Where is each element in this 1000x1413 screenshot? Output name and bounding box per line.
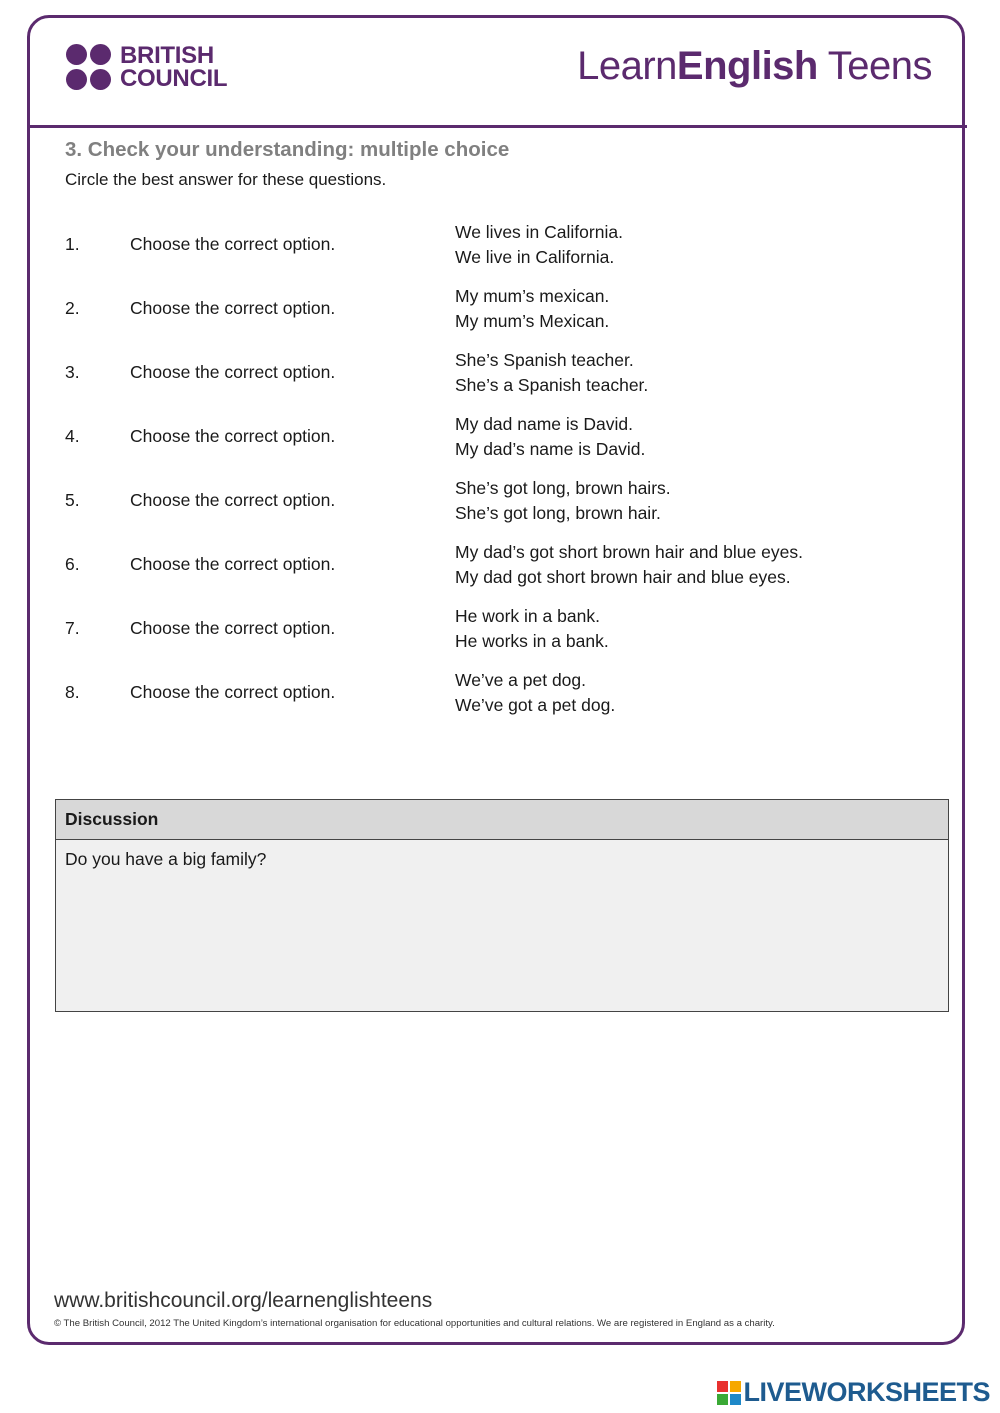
question-number: 6.	[65, 554, 80, 574]
question-options	[455, 476, 671, 525]
question-options	[455, 604, 609, 653]
question-number: 2.	[65, 298, 80, 318]
discussion-heading: Discussion	[56, 800, 948, 840]
answer-option[interactable]: We’ve a pet dog.	[455, 670, 587, 690]
liveworksheets-text: LIVEWORKSHEETS	[743, 1377, 990, 1407]
answer-option[interactable]: She’s got long, brown hair.	[455, 502, 661, 523]
question-prompt: Choose the correct option.	[130, 554, 336, 574]
question-prompt: Choose the correct option.	[130, 298, 336, 318]
answer-option[interactable]: My mum’s Mexican.	[455, 310, 610, 331]
footer-url[interactable]: www.britishcouncil.org/learnenglishteens	[54, 1289, 433, 1312]
answer-option[interactable]: My dad name is David.	[455, 414, 633, 434]
liveworksheets-watermark	[717, 1377, 990, 1409]
answer-option[interactable]: She’s a Spanish teacher.	[455, 374, 649, 395]
discussion-box	[55, 799, 949, 1012]
header-divider	[29, 125, 967, 128]
question-prompt: Choose the correct option.	[130, 362, 336, 382]
question-number: 1.	[65, 234, 80, 254]
question-number: 8.	[65, 682, 80, 702]
question-options	[455, 540, 803, 589]
footer-copyright: © The British Council, 2012 The United Kingdom’s international organisation for educational opportunities and cultural relations. We are registered in England as a charity.	[54, 1318, 775, 1329]
answer-option[interactable]: She’s got long, brown hairs.	[455, 478, 671, 498]
question-options	[455, 284, 609, 333]
answer-option[interactable]: We’ve got a pet dog.	[455, 694, 616, 715]
instructions: Circle the best answer for these questions.	[65, 170, 387, 189]
answer-option[interactable]: My dad’s got short brown hair and blue eyes.	[455, 542, 803, 562]
question-number: 3.	[65, 362, 80, 382]
question-prompt: Choose the correct option.	[130, 682, 336, 702]
question-number: 7.	[65, 618, 80, 638]
question-options	[455, 668, 615, 717]
answer-option[interactable]: She’s Spanish teacher.	[455, 350, 634, 370]
section-title: 3. Check your understanding: multiple choice	[65, 138, 510, 161]
question-options	[455, 220, 623, 269]
british-council-wordmark: BRITISH COUNCIL	[120, 42, 228, 92]
answer-option[interactable]: My dad’s name is David.	[455, 438, 646, 459]
learnenglish-teens-logo: LearnEnglish Teens	[577, 44, 932, 88]
question-prompt: Choose the correct option.	[130, 426, 336, 446]
answer-option[interactable]: We live in California.	[455, 246, 615, 267]
question-options	[455, 348, 648, 397]
answer-option[interactable]: My dad got short brown hair and blue eyes.	[455, 566, 791, 587]
question-options	[455, 412, 645, 461]
discussion-question: Do you have a big family?	[65, 849, 267, 869]
answer-option[interactable]: He work in a bank.	[455, 606, 600, 626]
british-council-dots-icon	[66, 44, 114, 92]
question-number: 4.	[65, 426, 80, 446]
answer-option[interactable]: My mum’s mexican.	[455, 286, 610, 306]
question-prompt: Choose the correct option.	[130, 490, 336, 510]
answer-option[interactable]: We lives in California.	[455, 222, 623, 242]
liveworksheets-icon	[717, 1381, 741, 1405]
question-number: 5.	[65, 490, 80, 510]
question-prompt: Choose the correct option.	[130, 618, 336, 638]
answer-option[interactable]: He works in a bank.	[455, 630, 609, 651]
question-prompt: Choose the correct option.	[130, 234, 336, 254]
